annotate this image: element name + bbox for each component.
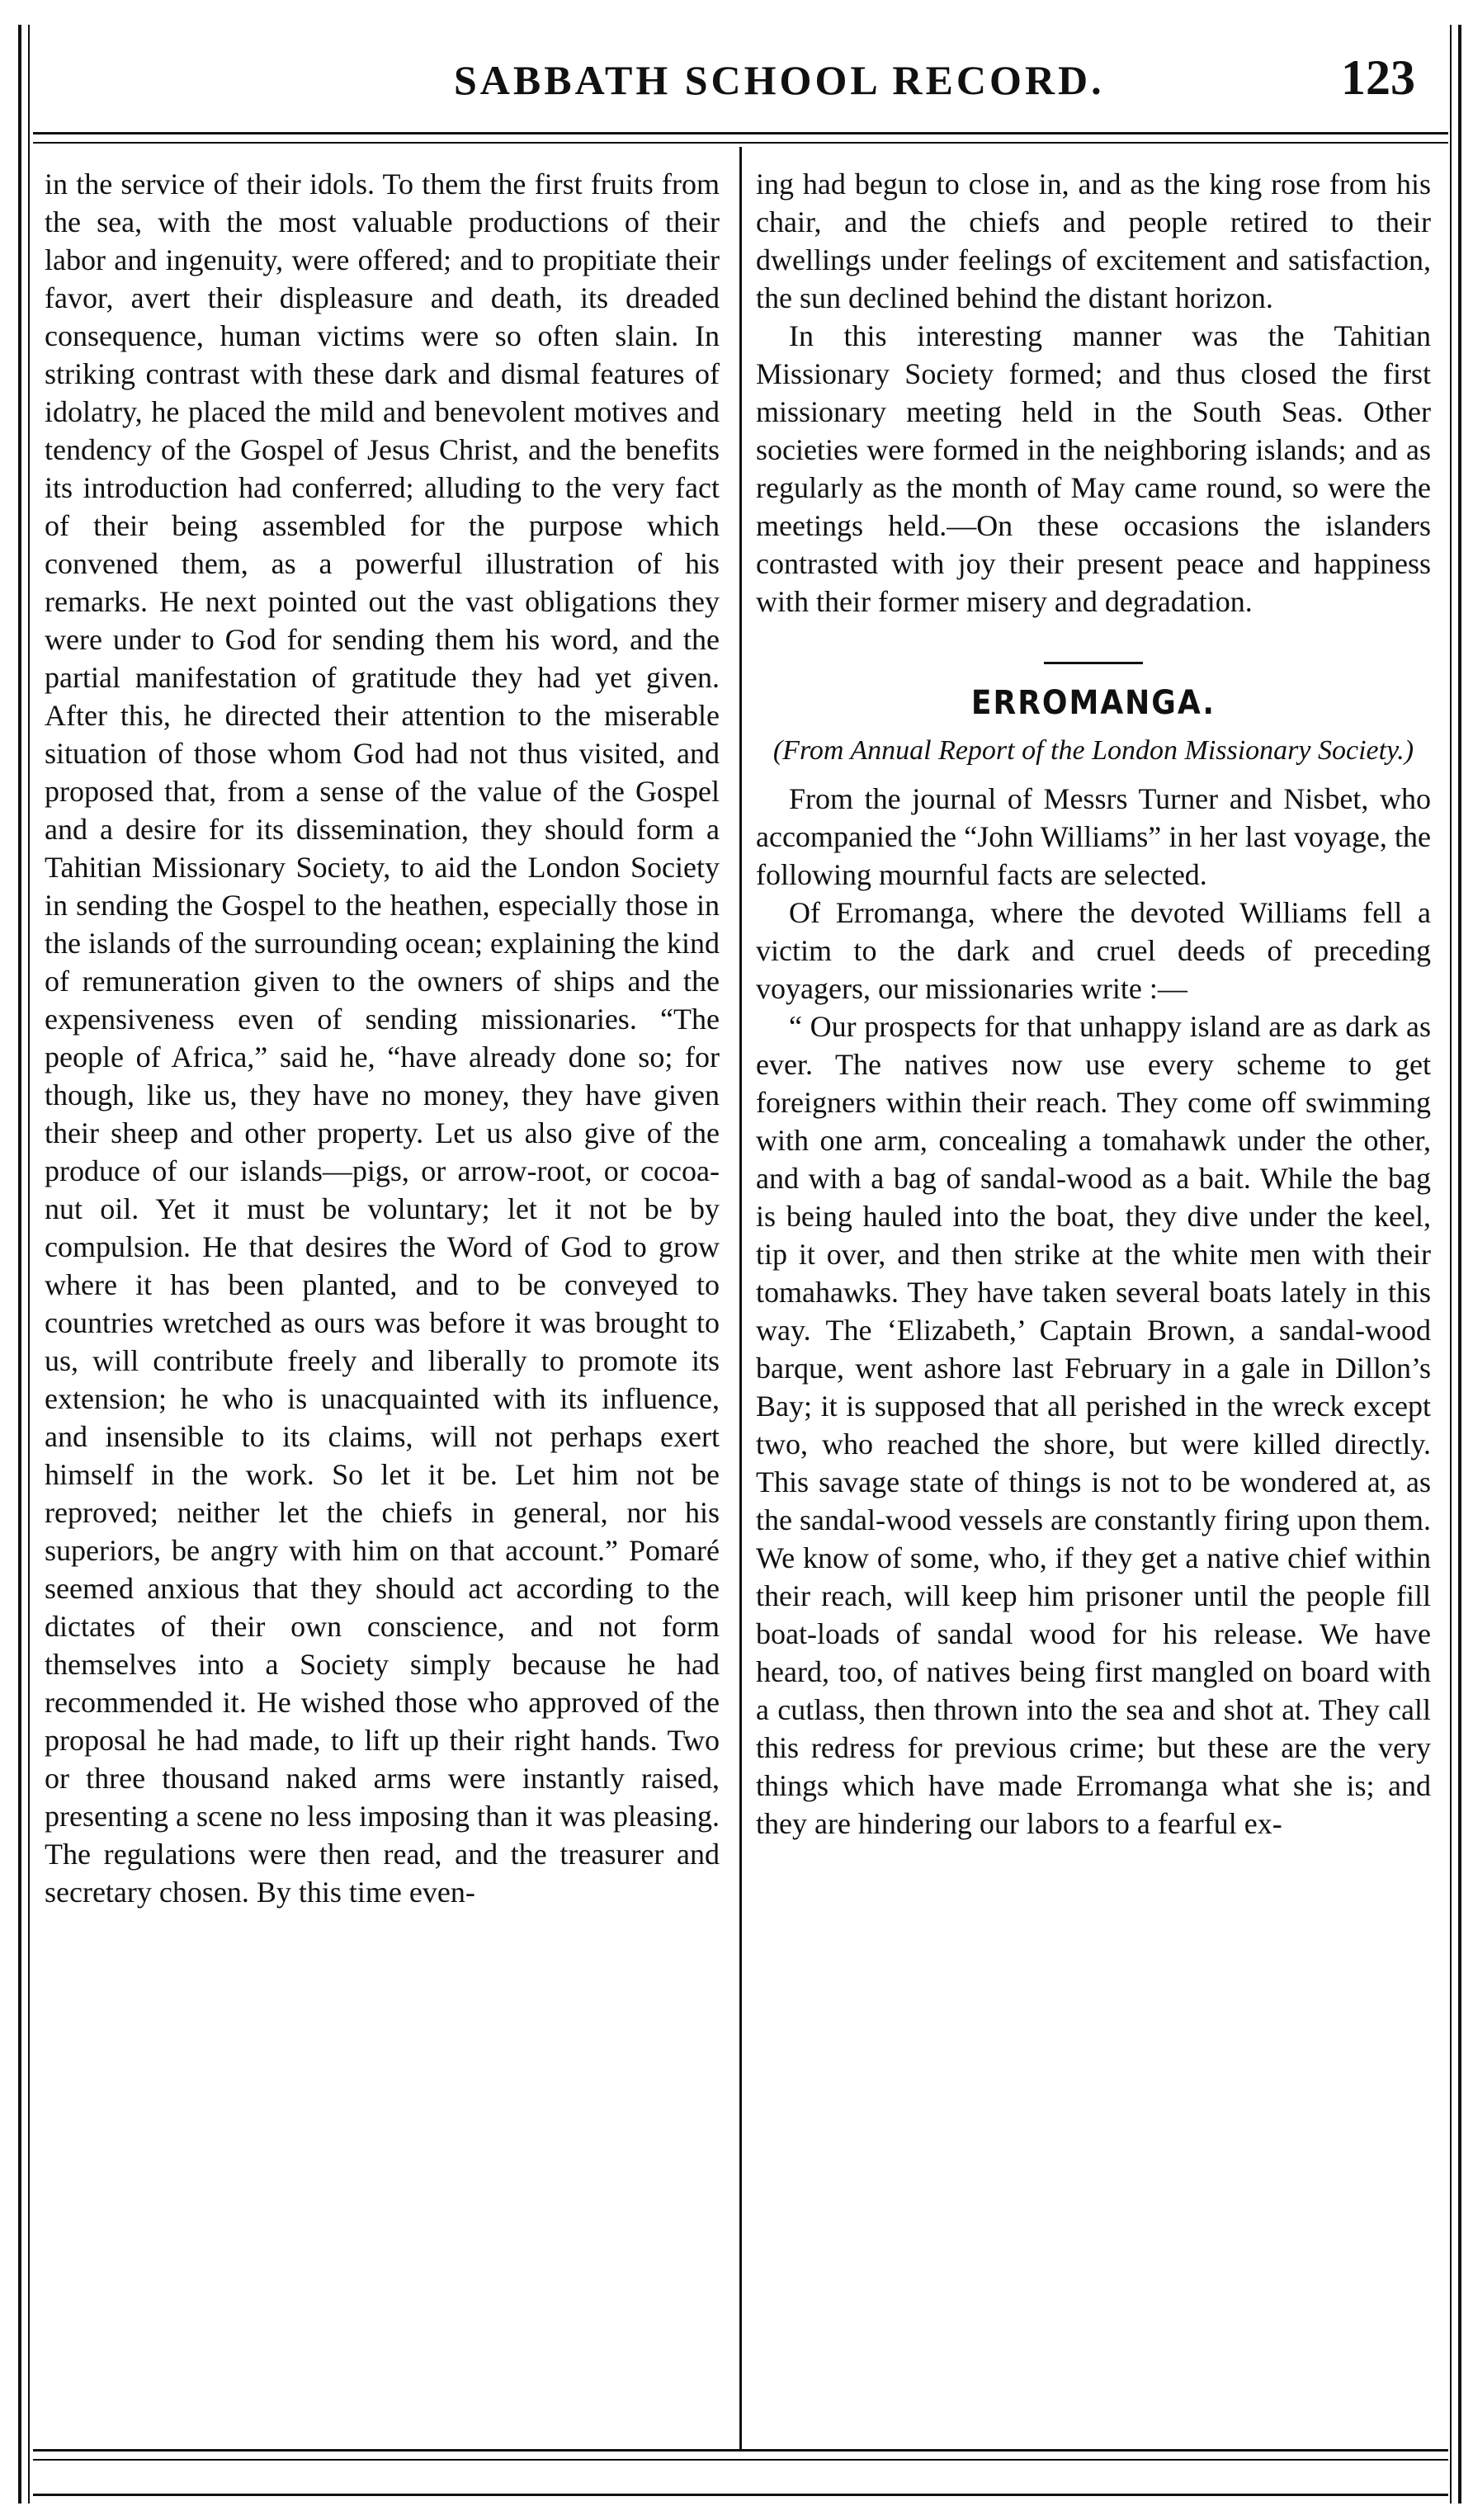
running-title: SABBATH SCHOOL RECORD.	[454, 57, 1105, 103]
outer-border-right	[1458, 25, 1461, 2503]
body-paragraph: “ Our prospects for that unhappy island are as dark as ever. The natives now use every scheme to get foreigners within their reach. They come off swimming with one arm, concealing a tomahawk under the other, and with a bag of sandal-wood as a bait. While the bag is being hauled into the boat, they dive under the keel, tip it over, and then strike at the white men with their tomahawks. They have taken several boats lately in this way. The ‘Elizabeth,’ Captain Brown, a sandal-wood barque, went ashore last February in a gale in Dillon’s Bay; it is supposed that all perished in the wreck except two, who reached the shore, but were killed directly. This savage state of things is not to be wondered at, as the sandal-wood vessels are constantly firing upon them. We know of some, who, if they get a native chief within their reach, will keep him prisoner until the people fill boat-loads of sandal wood for his release. We have heard, too, of natives being first mangled on board with a cutlass, then thrown into the sea and shot at. They call this redress for previous crime; but these are the very things which have made Erromanga what she is; and they are hindering our labors to a fearful ex-	[756, 1010, 1431, 1840]
inner-border-left	[28, 25, 30, 2503]
left-column	[45, 165, 720, 1911]
article-source: (From Annual Report of the London Missionary Society.)	[772, 735, 1414, 766]
footer-rule-bottom	[33, 2494, 1448, 2496]
header-rule-secondary	[33, 142, 1448, 144]
page-header	[41, 50, 1440, 132]
continued-paragraph: ing had begun to close in, and as the king rose from his chair, and the chiefs and people retired to their dwellings under feelings of excitement and satisfaction, the sun declined behind the distant horizon.	[756, 168, 1431, 314]
right-column	[756, 165, 1431, 1843]
body-paragraph: Of Erromanga, where the devoted Williams fell a victim to the dark and cruel deeds of preceding voyagers, our missionaries write :—	[756, 896, 1431, 1005]
article-title: ERROMANGA.	[970, 684, 1216, 722]
inner-border-right	[1450, 25, 1452, 2503]
footer-rule-secondary	[33, 2459, 1448, 2461]
footer-rule	[33, 2449, 1448, 2452]
body-paragraph: in the service of their idols. To them the first fruits from the sea, with the most valuable productions of their labor and ingenuity, were offered; and to propitiate their favor, avert their displeasure and death, its dreaded consequence, human victims were so often slain. In striking contrast with these dark and dismal features of idolatry, he placed the mild and benevolent motives and tendency of the Gospel of Jesus Christ, and the benefits its introduction had conferred; alluding to the very fact of their being assembled for the purpose which convened them, as a powerful illustration of his remarks. He next pointed out the vast obligations they were under to God for sending them his word, and the partial manifestation of gratitude they had yet given. After this, he directed their attention to the miserable situation of those whom God had not thus visited, and proposed that, from a sense of the value of the Gospel and a desire for its dissemination, they should form a Tahitian Missionary Society, to aid the London Society in sending the Gospel to the heathen, especially those in the islands of the surrounding ocean; explaining the kind of remuneration given to the owners of ships and the expensiveness even of sending missionaries. “The people of Africa,” said he, “have already done so; for though, like us, they have no money, they have given their sheep and other property. Let us also give of the produce of our islands—pigs, or arrow-root, or cocoa-nut oil. Yet it must be voluntary; let it not be by compulsion. He that desires the Word of God to grow where it has been planted, and to be conveyed to countries wretched as ours was before it was brought to us, will contribute freely and liberally to promote its extension; he who is unacquainted with its influence, and insensible to its claims, will not perhaps exert himself in the work. So let it be. Let him not be reproved; neither let the chiefs in general, nor his superiors, be angry with him on that account.” Pomaré seemed anxious that they should act according to the dictates of their own conscience, and not form themselves into a Society simply because he had recommended it. He wished those who approved of the proposal he had made, to lift up their right hands. Two or three thousand naked arms were instantly raised, presenting a scene no less imposing than it was pleasing. The regulations were then read, and the treasurer and secretary chosen. By this time even-	[45, 168, 720, 1909]
column-divider	[739, 147, 742, 2451]
section-separator	[1044, 662, 1143, 664]
page-number: 123	[1341, 50, 1415, 105]
outer-border-left	[18, 25, 21, 2503]
body-paragraph: From the journal of Messrs Turner and Nisbet, who accompanied the “John Williams” in her last voyage, the following mournful facts are selected.	[756, 782, 1431, 891]
body-paragraph: In this interesting manner was the Tahitian Missionary Society formed; and thus closed the first missionary meeting held in the South Seas. Other societies were formed in the neighboring islands; and as regularly as the month of May came round, so were the meetings held.—On these occasions the islanders contrasted with joy their present peace and happiness with their former misery and degradation.	[756, 319, 1431, 618]
header-rule	[33, 132, 1448, 134]
